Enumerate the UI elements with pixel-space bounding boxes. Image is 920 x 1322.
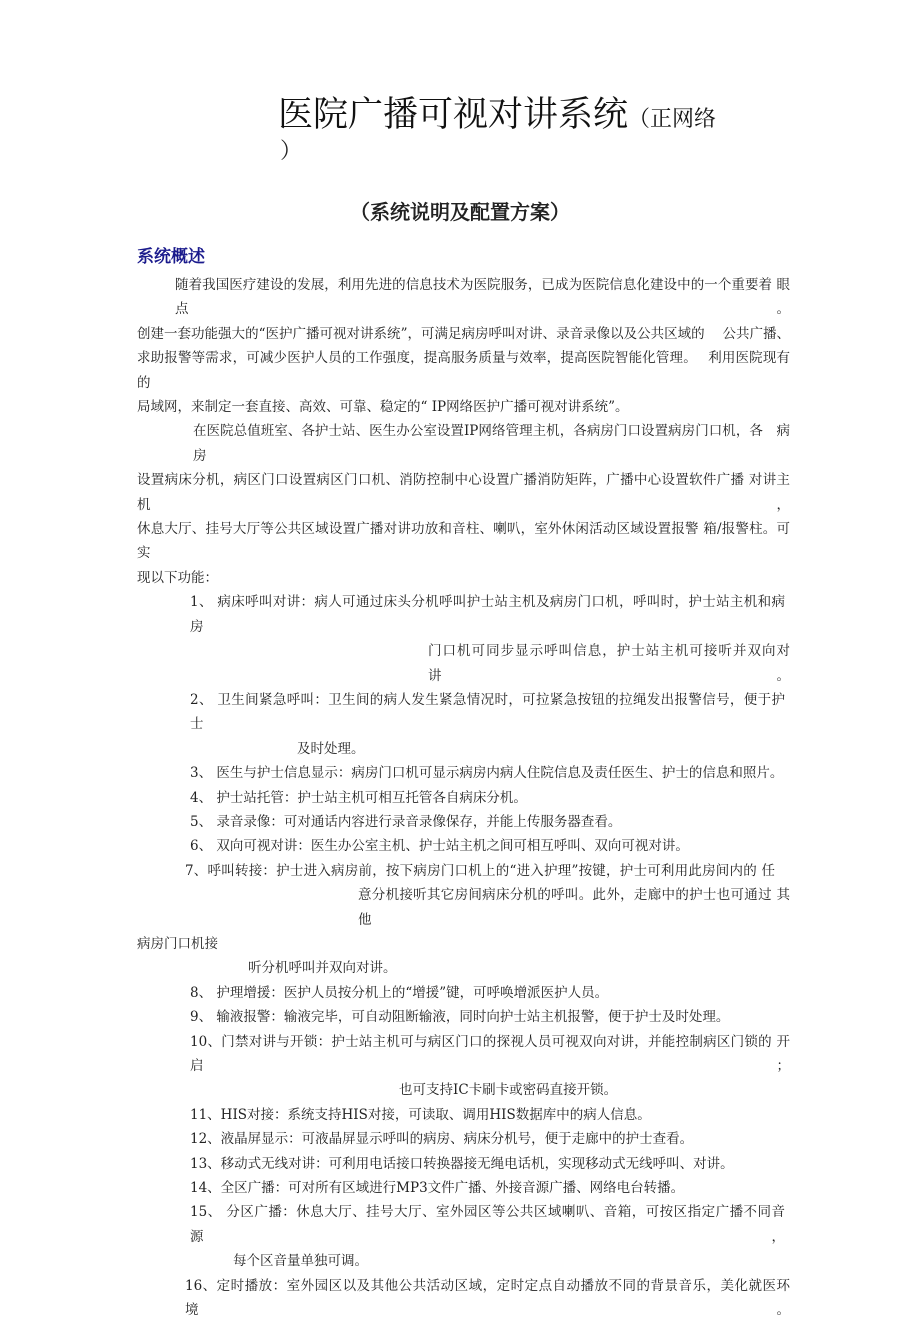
- feature-item-5: 5、 录音录像：可对通话内容进行录音录像保存，并能上传服务器查看。: [190, 813, 622, 830]
- feature-item-6: 6、 双向可视对讲：医生办公室主机、护士站主机之间可相互呼叫、双向可视对讲。: [190, 838, 689, 855]
- feature-item-10: 10、门禁对讲与开锁：护士站主机可与病区门口的探视人员可视双向对讲，并能控制病区门锁的 开启；: [190, 1033, 790, 1074]
- feature-item-11: 11、HIS对接：系统支持HIS对接，可读取、调用HIS数据库中的病人信息。: [190, 1106, 651, 1123]
- feature-item-8: 8、 护理增援：医护人员按分机上的“增援”键，可呼唤增派医护人员。: [190, 984, 609, 1001]
- feature-item-7: 7、呼叫转接：护士进入病房前，按下病房门口机上的“进入护理”按键，护士可利用此房间内的 任: [185, 862, 775, 879]
- document-subtitle: （系统说明及配置方案）: [350, 200, 570, 224]
- feature-item-3: 3、 医生与护士信息显示：病房门口机可显示病房内病人住院信息及责任医生、护士的信息和照片。: [190, 765, 784, 782]
- feature-item-16: 16、定时播放：室外园区以及其他公共活动区域，定时定点自动播放不同的背景音乐，美化就医环 境。: [185, 1277, 790, 1319]
- feature-item-9: 9、 输液报警：输液完毕，可自动阻断输液，同时向护士站主机报警，便于护士及时处理。: [190, 1009, 730, 1026]
- feature-item-10-cont: 也可支持IC卡刷卡或密码直接开锁。: [399, 1082, 618, 1099]
- paragraph-line: 求助报警等需求，可减少医护人员的工作强度，提高服务质量与效率，提高医院智能化管理。 利用医院现有的: [137, 350, 790, 391]
- paragraph-line: 在医院总值班室、各护士站、医生办公室设置IP网络管理主机，各病房门口设置病房门口机，各 病房: [193, 423, 790, 464]
- feature-item-12: 12、液晶屏显示：可液晶屏显示呼叫的病房、病床分机号，便于走廊中的护士查看。: [190, 1131, 694, 1148]
- feature-item-2: 2、 卫生间紧急呼叫：卫生间的病人发生紧急情况时，可拉紧急按钮的拉绳发出报警信号，便于护 士: [190, 691, 785, 733]
- feature-item-15: 15、 分区广播：休息大厅、挂号大厅、室外园区等公共区域喇叭、音箱，可按区指定广播不同音 源，: [190, 1204, 785, 1245]
- feature-item-4: 4、 护士站托管：护士站主机可相互托管各自病床分机。: [190, 789, 527, 806]
- feature-item-1: 1、 病床呼叫对讲：病人可通过床头分机呼叫护士站主机及病房门口机，呼叫时，护士站主机和病 房: [190, 594, 785, 635]
- feature-item-7-cont: 病房门口机接: [137, 935, 218, 952]
- paragraph-line: 现以下功能：: [137, 569, 218, 586]
- paragraph-line: 创建一套功能强大的“医护广播可视对讲系统”，可满足病房呼叫对讲、录音录像以及公共区域的 公共广播、: [137, 325, 790, 342]
- feature-item-13: 13、移动式无线对讲：可利用电话接口转换器接无绳电话机，实现移动式无线呼叫、对讲。: [190, 1155, 734, 1172]
- feature-item-14: 14、全区广播：可对所有区域进行MP3文件广播、外接音源广播、网络电台转播。: [190, 1180, 685, 1197]
- section-heading: 系统概述: [137, 247, 205, 267]
- paragraph-line: 设置病床分机，病区门口设置病区门口机、消防控制中心设置广播消防矩阵，广播中心设置软件广播 对讲主机，: [137, 472, 790, 513]
- title-main: 医院广播可视对讲系统: [278, 95, 629, 135]
- paragraph-line: 局域网，来制定一套直接、高效、可靠、稳定的“ IP网络医护广播可视对讲系统”。: [137, 399, 629, 416]
- feature-item-2-cont: 及时处理。: [297, 740, 365, 757]
- paragraph-line: 休息大厅、挂号大厅等公共区域设置广播对讲功放和音柱、喇叭，室外休闲活动区域设置报警 箱/报警柱。可实: [137, 521, 790, 562]
- feature-item-7-cont: 听分机呼叫并双向对讲。: [248, 960, 397, 977]
- feature-item-1-cont: 门口机可同步显示呼叫信息，护士站主机可接听并双向对 讲。: [428, 643, 790, 684]
- document-title: [278, 93, 716, 142]
- paragraph-line: 随着我国医疗建设的发展，利用先进的信息技术为医院服务，已成为医院信息化建设中的一个重要着 眼点。: [175, 277, 790, 318]
- feature-item-15-cont: 每个区音量单独可调。: [233, 1253, 368, 1270]
- feature-item-7-cont: 意分机接听其它房间病床分机的呼叫。此外，走廊中的护士也可通过 其他: [358, 887, 790, 928]
- title-closing-paren: ）: [280, 139, 303, 164]
- title-suffix: （正网络: [628, 107, 717, 132]
- document-body: [0, 273, 920, 1322]
